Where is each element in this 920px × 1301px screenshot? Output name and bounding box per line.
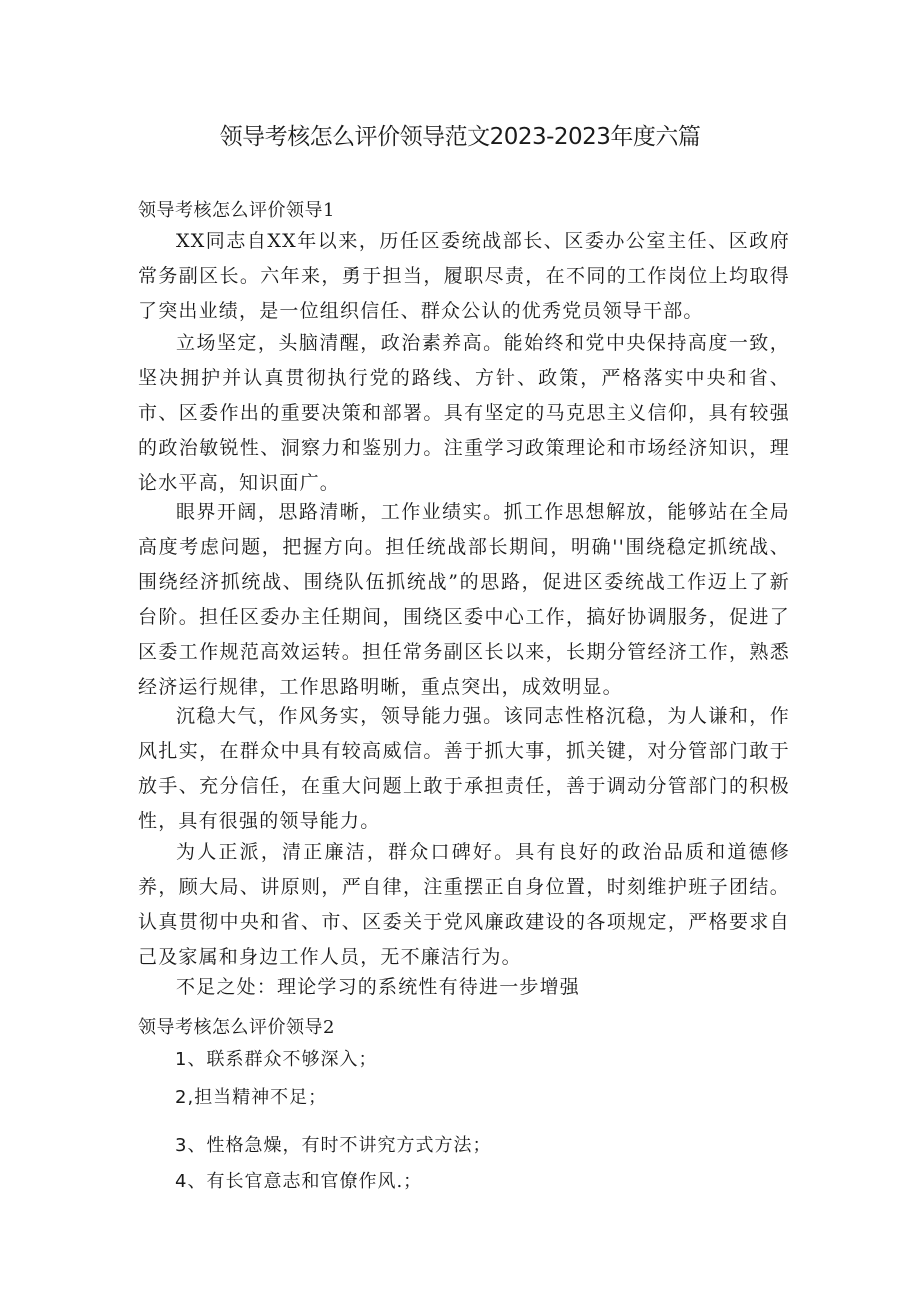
paragraph-integrity: 为人正派，清正廉洁，群众口碑好。具有良好的政治品质和道德修养，顾大局、讲原则，严自律，注重摆正自身位置，时刻维护班子团结。认真贯彻中央和省、市、区委关于党风廉政建设的各项规定，严格要求自己及家属和身边工作人员，无不廉洁行为。 bbox=[138, 841, 790, 968]
paragraph-intro: XX同志自XX年以来，历任区委统战部长、区委办公室主任、区政府常务副区长。六年来，勇于担当，履职尽责，在不同的工作岗位上均取得了突出业绩，是一位组织信任、群众公认的优秀党员领导干部。 bbox=[138, 230, 790, 322]
list-item bbox=[175, 1167, 422, 1193]
list-item bbox=[175, 1045, 377, 1071]
paragraph-vision: 眼界开阔，思路清晰，工作业绩实。抓工作思想解放，能够站在全局高度考虑问题，把握方向。担任统战部长期间，明确''围绕稳定抓统战、围绕经济抓统战、围绕队伍抓统战”的思路，促进区委统战工作迈上了新台阶。担任区委办主任期间，围绕区委中心工作，搞好协调服务，促进了区委工作规范高效运转。担任常务副区长以来，长期分管经济工作，熟悉经济运行规律，工作思路明晰，重点突出，成效明显。 bbox=[138, 501, 790, 698]
document-title: 领导考核怎么评价领导范文2023-2023年度六篇 bbox=[219, 124, 701, 150]
list-item-text: 性格急燥，有时不讲究方式方法； bbox=[206, 1135, 492, 1156]
list-item-number: 1、 bbox=[175, 1049, 207, 1070]
list-item-number: 2, bbox=[175, 1087, 195, 1108]
list-item bbox=[175, 1083, 327, 1109]
list-item-number: 4、 bbox=[175, 1171, 207, 1192]
list-item bbox=[175, 1131, 491, 1157]
paragraph-leadership: 沉稳大气，作风务实，领导能力强。该同志性格沉稳，为人谦和，作风扎实，在群众中具有较高威信。善于抓大事，抓关键，对分管部门敢于放手、充分信任，在重大问题上敢于承担责任，善于调动分管部门的积极性，具有很强的领导能力。 bbox=[138, 705, 790, 832]
list-item-text: 有长官意志和官僚作风.； bbox=[206, 1171, 423, 1192]
paragraph-shortcomings: 不足之处：理论学习的系统性有待进一步增强 bbox=[176, 976, 581, 998]
section-heading-2: 领导考核怎么评价领导2 bbox=[138, 1017, 335, 1038]
paragraph-political-stance: 立场坚定，头脑清醒，政治素养高。能始终和党中央保持高度一致，坚决拥护并认真贯彻执行党的路线、方针、政策，严格落实中央和省、市、区委作出的重要决策和部署。具有坚定的马克思主义信仰，具有较强的政治敏锐性、洞察力和鉴别力。注重学习政策理论和市场经济知识，理论水平高，知识面广。 bbox=[138, 332, 790, 494]
list-item-text: 联系群众不够深入； bbox=[206, 1049, 378, 1070]
list-item-text: 担当精神不足； bbox=[194, 1087, 328, 1108]
list-item-number: 3、 bbox=[175, 1135, 207, 1156]
section-heading-1: 领导考核怎么评价领导1 bbox=[138, 200, 335, 221]
